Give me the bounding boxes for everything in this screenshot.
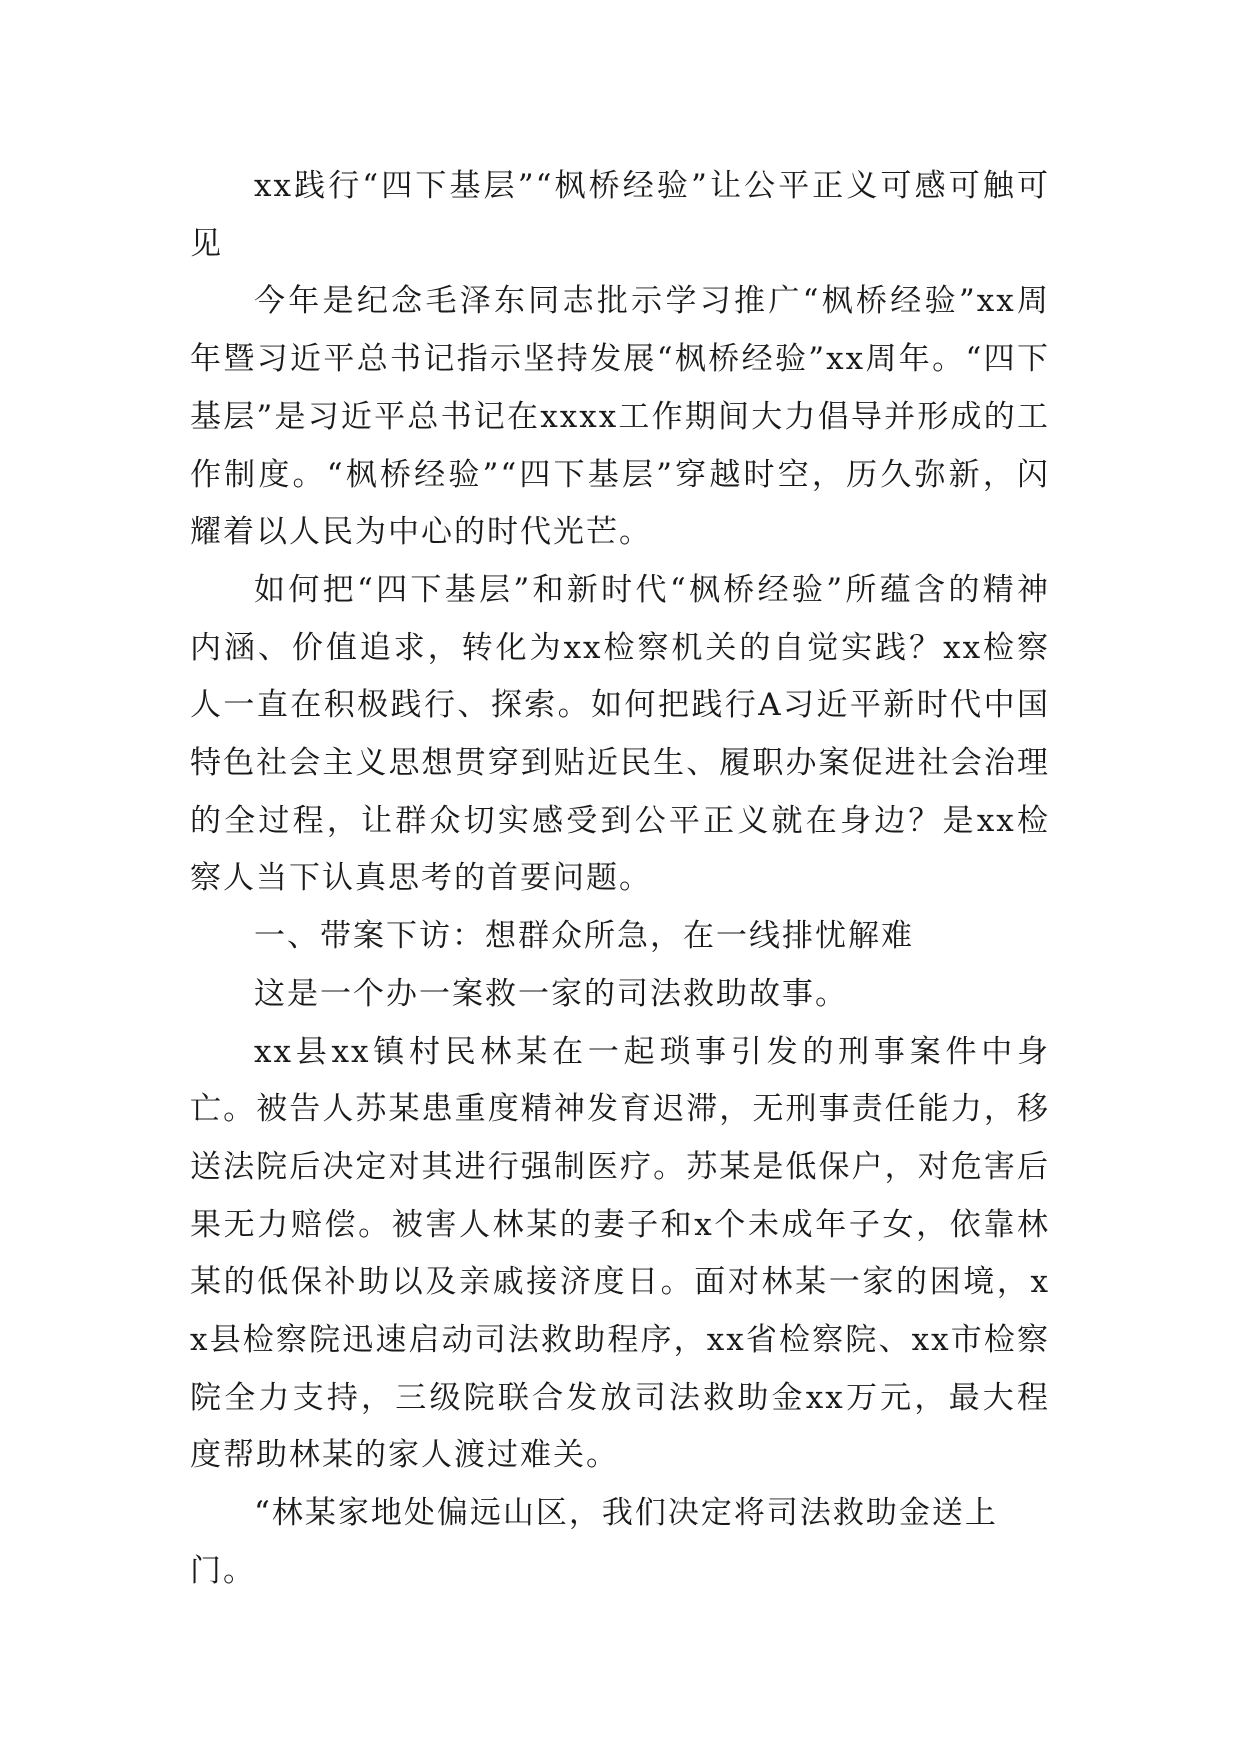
section-heading: 一、带案下访：想群众所急，在一线排忧解难 [254,918,914,955]
paragraph-question: 如何把“四下基层”和新时代“枫桥经验”所蕴含的精神内涵、价值追求，转化为xx检察机关的自觉实践？xx检察人一直在积极践行、探索。如何把践行A习近平新时代中国特色社会主义思想贯穿到贴近民生、履职办案促进社会治理的全过程，让群众切实感受到公平正义就在身边？是xx检察人当下认真思考的首要问题。 [190,571,1050,897]
paragraph-quote: “林某家地处偏远山区，我们决定将司法救助金送上门。 [190,1495,998,1589]
document-title: xx践行“四下基层”“枫桥经验”让公平正义可感可触可见 [190,168,1050,262]
paragraph-case: xx县xx镇村民林某在一起琐事引发的刑事案件中身亡。被告人苏某患重度精神发育迟滞，无刑事责任能力，移送法院后决定对其进行强制医疗。苏某是低保户，对危害后果无力赔偿。被害人林某的妻子和x个未成年子女，依靠林某的低保补助以及亲戚接济度日。面对林某一家的困境，xx县检察院迅速启动司法救助程序，xx省检察院、xx市检察院全力支持，三级院联合发放司法救助金xx万元，最大程度帮助林某的家人渡过难关。 [190,1033,1050,1474]
paragraph-intro: 今年是纪念毛泽东同志批示学习推广“枫桥经验”xx周年暨习近平总书记指示坚持发展“枫桥经验”xx周年。“四下基层”是习近平总书记在xxxx工作期间大力倡导并形成的工作制度。“枫桥经验”“四下基层”穿越时空，历久弥新，闪耀着以人民为中心的时代光芒。 [190,283,1050,551]
paragraph-story-intro: 这是一个办一案救一家的司法救助故事。 [254,975,848,1012]
document-body [190,158,1050,1601]
